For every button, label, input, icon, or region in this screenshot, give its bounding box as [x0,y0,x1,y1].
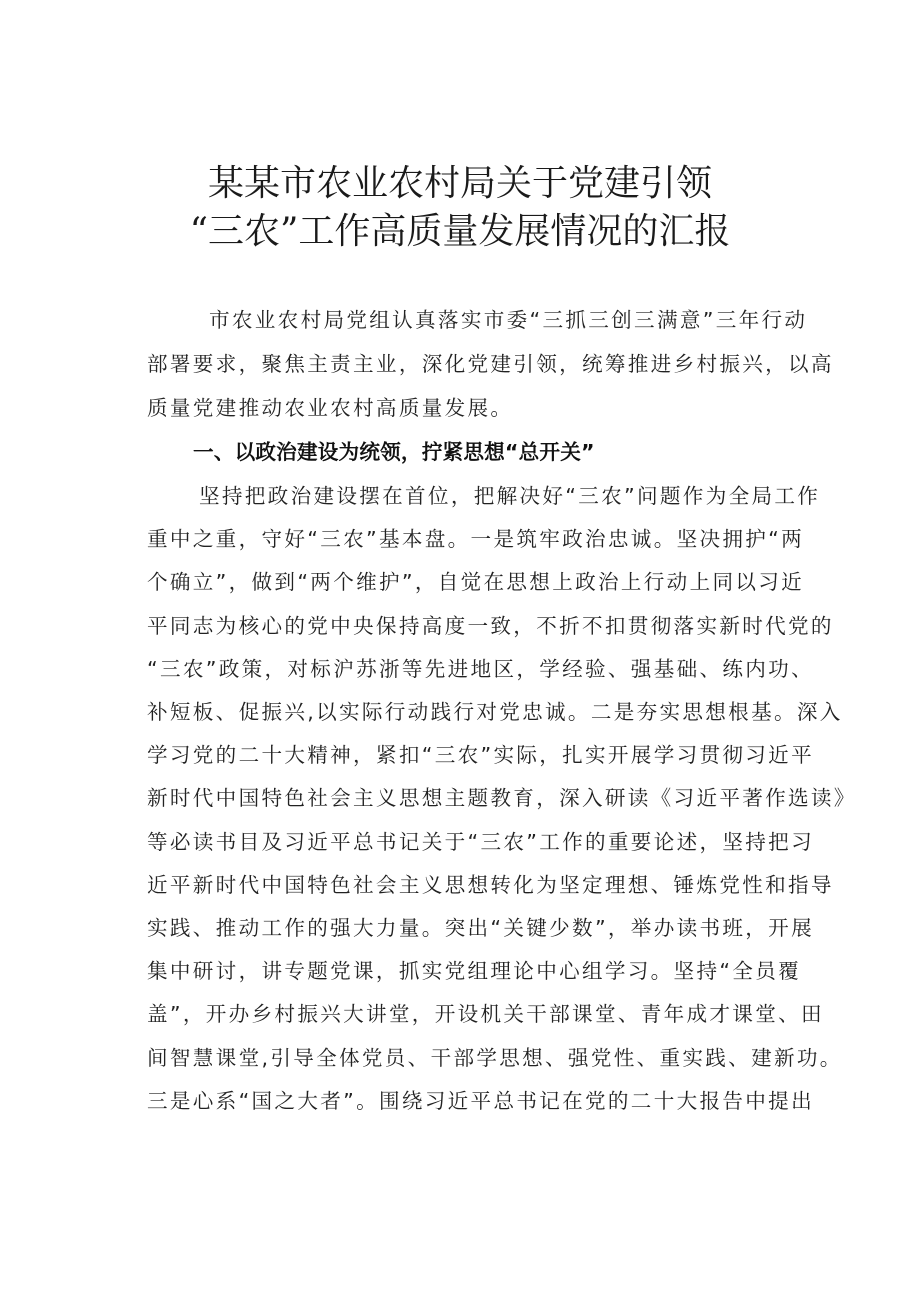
paragraph-line: 部署要求，聚焦主责主业，深化党建引领，统筹推进乡村振兴，以高 [147,352,834,376]
paragraph-line: 重中之重，守好“三农”基本盘。一是筑牢政治忠诚。坚决拥护“两 [147,527,805,552]
document-title-line-2: “三农”工作高质量发展情况的汇报 [189,211,731,252]
paragraph-line: 市农业农村局党组认真落实市委“三抓三创三满意”三年行动 [209,308,808,332]
paragraph-line: 个确立”，做到“两个维护”，自觉在思想上政治上行动上同以习近 [147,570,805,595]
paragraph-line: 质量党建推动农业农村高质量发展。 [147,396,514,420]
document-title-line-1: 某某市农业农村局关于党建引领 [207,163,712,204]
paragraph-line: 坚持把政治建设摆在首位，把解决好“三农”问题作为全局工作 [199,484,821,508]
paragraph-line: 实践、推动工作的强大力量。突出“关键少数”，举办读书班，开展 [147,916,814,940]
paragraph-line: 盖”，开办乡村振兴大讲堂，开设机关干部课堂、青年成才课堂、田 [147,1002,824,1027]
paragraph-line: 等必读书目及习近平总书记关于“三农”工作的重要论述，坚持把习 [147,829,814,854]
paragraph-line: 近平新时代中国特色社会主义思想转化为坚定理想、锤炼党性和指导 [147,872,834,897]
section-1-heading: 一、以政治建设为统领，拧紧思想“总开关” [193,440,595,464]
paragraph-line: 间智慧课堂,引导全体党员、干部学思想、强党性、重实践、建新功。 [147,1045,843,1070]
paragraph-line: 三是心系“国之大者”。围绕习近平总书记在党的二十大报告中提出 [147,1088,814,1113]
paragraph-line: 学习党的二十大精神，紧扣“三农”实际，扎实开展学习贯彻习近平 [147,743,814,768]
paragraph-line: 集中研讨，讲专题党课，抓实党组理论中心组学习。坚持“全员覆 [147,959,801,984]
paragraph-line: “三农”政策，对标沪苏浙等先进地区，学经验、强基础、练内功、 [147,656,814,681]
paragraph-line: 平同志为核心的党中央保持高度一致，不折不扣贯彻落实新时代党的 [147,613,834,638]
paragraph-line: 新时代中国特色社会主义思想主题教育，深入研读《习近平著作选读》 [147,786,857,811]
paragraph-line: 补短板、促振兴,以实际行动践行对党忠诚。二是夯实思想根基。深入 [147,700,843,724]
